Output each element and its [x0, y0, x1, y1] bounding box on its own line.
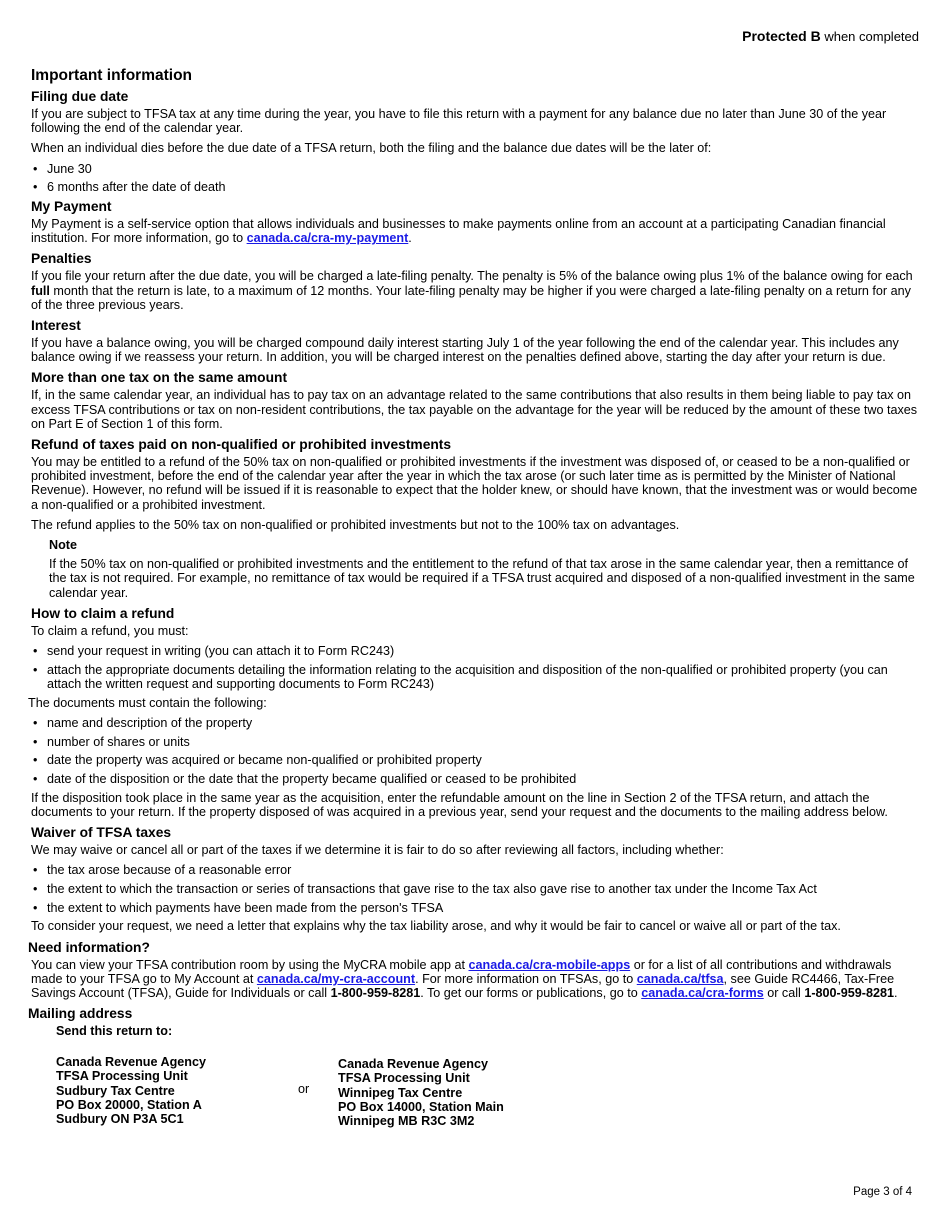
waiver-intro: We may waive or cancel all or part of the taxes if we determine it is fair to do so after reviewing all factors, including whether: [31, 843, 724, 858]
send-to-label: Send this return to: [56, 1024, 173, 1039]
list-item: • attach the appropriate documents detailing the information relating to the acquisition and disposition of the non-qualified or prohibited property (you can attach the written request and supporting documents to Form RC243) [47, 663, 919, 691]
list-item: • June 30 [47, 162, 919, 176]
filing-death-text: When an individual dies before the due date of a TFSA return, both the filing and the balance due dates will be the later of: [31, 141, 712, 156]
list-item: • the extent to which payments have been made from the person's TFSA [47, 901, 919, 915]
sudbury-address: Canada Revenue Agency TFSA Processing Unit Sudbury Tax Centre PO Box 20000, Station A Sudbury ON P3A 5C1 [56, 1055, 207, 1127]
list-item: • the tax arose because of a reasonable error [47, 863, 919, 877]
need-info-text: You can view your TFSA contribution room by using the MyCRA mobile app at canada.ca/cra-mobile-apps or for a list of all contributions and withdrawals made to your TFSA go to My Account at canada.ca/my-cra-account. For more information on TFSAs, go to canada.ca/tfsa, see Guide RC4466, Tax-Free Savings Account (TFSA), Guide for Individuals or call 1-800-959-8281. To get our forms or publications, go to canada.ca/cra-forms or call 1-800-959-8281. [31, 957, 898, 1001]
claim-heading: How to claim a refund [31, 605, 175, 621]
waiver-after: To consider your request, we need a letter that explains why the tax liability arose, and why it would be fair to cancel or waive all or part of the tax. [31, 919, 841, 934]
protected-b-label: Protected B when completed [742, 28, 919, 44]
filing-heading: Filing due date [31, 89, 129, 104]
claim-list [31, 644, 919, 691]
tfsa-link[interactable]: canada.ca/tfsa [636, 971, 724, 986]
page-number: Page 3 of 4 [853, 1186, 912, 1198]
list-item: • send your request in writing (you can attach it to Form RC243) [47, 644, 919, 658]
mailing-heading: Mailing address [28, 1006, 133, 1022]
waiver-list [31, 863, 919, 915]
documents-list [31, 716, 919, 786]
list-item: • 6 months after the date of death [47, 180, 919, 194]
winnipeg-address: Canada Revenue Agency TFSA Processing Unit Winnipeg Tax Centre PO Box 14000, Station Main Winnipeg MB R3C 3M2 [338, 1057, 504, 1129]
note-heading: Note [49, 538, 77, 553]
list-item: • name and description of the property [47, 716, 919, 730]
list-item: • the extent to which the transaction or series of transactions that gave rise to the tax also gave rise to another tax under the Income Tax Act [47, 882, 919, 896]
note-box [49, 538, 919, 600]
refund-applies-text: The refund applies to the 50% tax on non-qualified or prohibited investments but not to the 100% tax on advantages. [31, 517, 680, 532]
interest-heading: Interest [31, 318, 81, 334]
filing-text: If you are subject to TFSA tax at any time during the year, you have to file this return with a payment for any balance due no later than June 30 of the year following the end of the calendar year. [31, 107, 887, 136]
penalties-text: If you file your return after the due date, you will be charged a late-filing penalty. The penalty is 5% of the balance owing plus 1% of the balance owing for each full month that the return is late, to a maximum of 12 months. Your late-filing penalty may be higher if you were charged a late-filing penalty on a return for any of the three previous years. [31, 269, 913, 312]
list-item: • date the property was acquired or became non-qualified or prohibited property [47, 753, 919, 767]
refund-text: You may be entitled to a refund of the 50% tax on non-qualified or prohibited investments if the investment was disposed of, or ceased to be a non-qualified or prohibited investment, before the end of the calendar year after the year in which the tax arose (or such later time as is permitted by the Minister of National Revenue). However, no refund will be issued if it is reasonable to expect that the holder knew, or should have known, that the investment was or would become a non-qualified or a prohibited investment. [31, 455, 918, 512]
main-content [28, 67, 919, 1134]
page-title: Important information [31, 67, 193, 84]
penalties-heading: Penalties [31, 251, 92, 267]
list-item: • date of the disposition or the date that the property became qualified or ceased to be prohibited [47, 772, 919, 786]
note-text: If the 50% tax on non-qualified or prohibited investments and the entitlement to the refund of that tax arose in the same calendar year, then a remittance of the tax is not required. For example, no remittance of tax would be required if a TFSA trust acquired and disposed of a non-qualified investment in the same calendar year. [49, 557, 915, 600]
mailing-addresses [56, 1024, 919, 1134]
disposition-text: If the disposition took place in the same year as the acquisition, enter the refundable amount on the line in Section 2 of the TFSA return, and attach the documents to your return. If the property disposed of was acquired in a previous year, send your request and the documents to the mailing address below. [31, 790, 888, 819]
need-info-heading: Need information? [28, 939, 150, 955]
mypayment-heading: My Payment [31, 199, 112, 215]
forms-link[interactable]: canada.ca/cra-forms [641, 986, 764, 1001]
refund-heading: Refund of taxes paid on non-qualified or prohibited investments [31, 437, 452, 453]
mypayment-text: My Payment is a self-service option that allows individuals and businesses to make payments online from an account at a participating Canadian financial institution. For more information, go to canada.ca/cra-my-payment. [31, 217, 886, 246]
or-label: or [298, 1082, 310, 1097]
more-than-one-tax-heading: More than one tax on the same amount [31, 370, 288, 386]
more-than-one-tax-text: If, in the same calendar year, an individual has to pay tax on an advantage related to the same contributions that also results in them being liable to pay tax on excess TFSA contributions or tax on non-resident contributions, the tax payable on the advantage for the year will be reduced by the amount of these two taxes on Part E of Section 1 of this form. [31, 388, 918, 431]
mobile-apps-link[interactable]: canada.ca/cra-mobile-apps [468, 957, 631, 972]
interest-text: If you have a balance owing, you will be charged compound daily interest starting July 1 of the year following the end of the calendar year. This includes any balance owing if we reassess your return. In addition, you will be charged interest on the penalties defined above, starting the day after your return is due. [31, 336, 899, 365]
phone-number: 1-800-959-8281 [330, 986, 421, 1001]
list-item: • number of shares or units [47, 735, 919, 749]
documents-intro: The documents must contain the following: [28, 695, 267, 710]
waiver-heading: Waiver of TFSA taxes [31, 825, 172, 841]
phone-number: 1-800-959-8281 [804, 986, 894, 1001]
claim-intro: To claim a refund, you must: [31, 623, 189, 638]
filing-list [31, 162, 919, 195]
mypayment-link[interactable]: canada.ca/cra-my-payment [246, 231, 409, 246]
my-account-link[interactable]: canada.ca/my-cra-account [256, 971, 416, 986]
